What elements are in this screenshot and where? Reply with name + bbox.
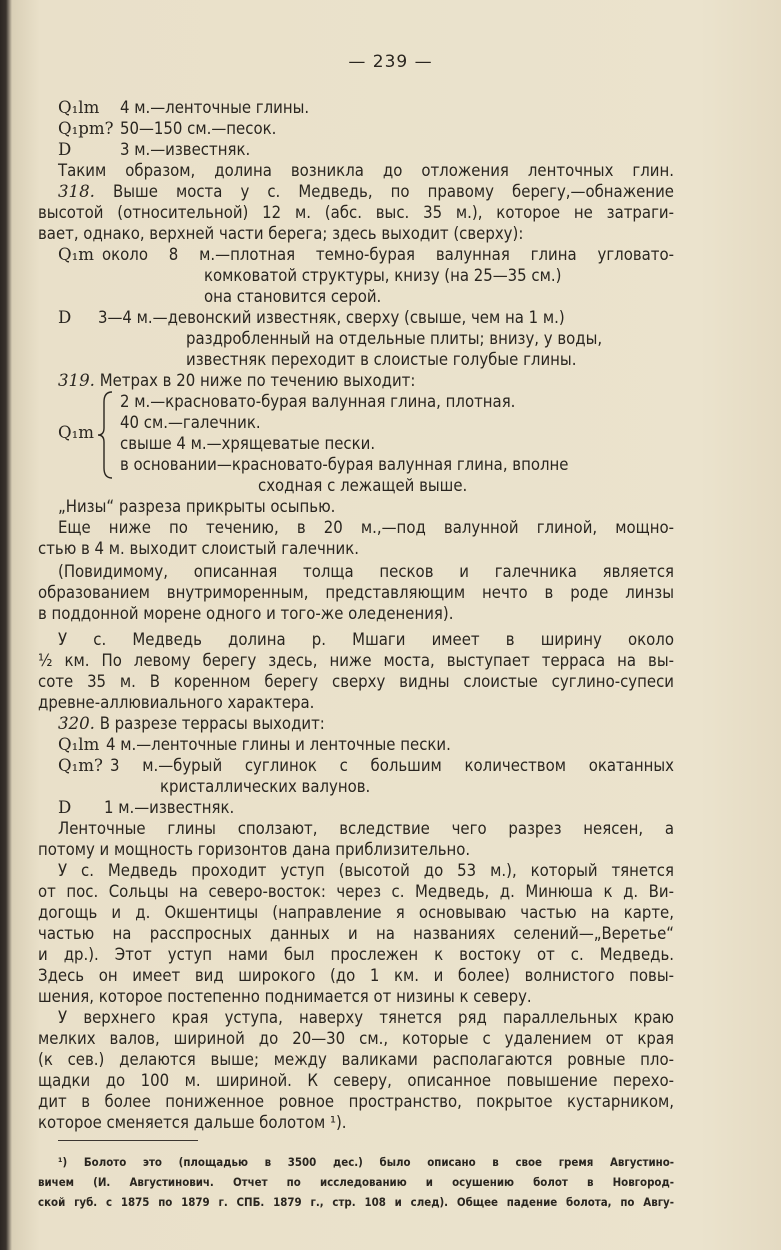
section-line: Q₁m около 8 м.—плотная темно-бурая валунная глина угловато- <box>58 245 674 264</box>
paragraph-line: У с. Медведь проходит уступ (высотой до 53 м.), который тянется <box>58 861 674 880</box>
section-line: 2 м.—красновато-бурая валунная глина, плотная. <box>120 392 516 411</box>
section-line: известняк переходит в слоистые голубые глины. <box>186 350 577 369</box>
section-line: раздробленный на отдельные плиты; внизу, у воды, <box>186 329 603 348</box>
section-number: 320. <box>58 714 95 733</box>
section-line: свыше 4 м.—хрящеватые пески. <box>120 434 376 453</box>
footnote-line: ской губ. с 1875 по 1879 г. СПБ. 1879 г., стр. 108 и след). Общее падение болота, по Авгу- <box>38 1195 674 1209</box>
section-code: Q₁m <box>58 423 94 442</box>
paragraph-line: (Повидимому, описанная толща песков и галечника является <box>58 562 674 581</box>
paragraph-line: которое сменяется дальше болотом ¹). <box>38 1113 347 1132</box>
paragraph-line: образованием внутриморенным, представляющим нечто в роде линзы <box>38 583 674 602</box>
section-line: она становится серой. <box>204 287 382 306</box>
paragraph-line: У с. Медведь долина р. Мшаги имеет в ширину около <box>58 630 674 649</box>
paragraph-line: потому и мощность горизонтов дана приблизительно. <box>38 840 471 859</box>
paragraph-line: Еще ниже по течению, в 20 м.,—под валунной глиной, мощно- <box>58 518 674 537</box>
paragraph-line: соте 35 м. В коренном берегу сверху видны слоистые суглино-супеси <box>38 672 674 691</box>
paragraph-line: мелких валов, шириной до 20—30 см., которые с удалением от края <box>38 1029 674 1048</box>
section-line: D 3—4 м.—девонский известняк, сверху (свыше, чем на 1 м.) <box>58 308 565 327</box>
paragraph-line: 320. В разрезе террасы выходит: <box>58 714 325 733</box>
section-line: в основании—красновато-бурая валунная глина, вполне <box>120 455 569 474</box>
paragraph-line: и др.). Этот уступ нами был прослежен к востоку от с. Медведь. <box>38 945 674 964</box>
section-line: Q₁m? 3 м.—бурый суглинок с большим количеством окатанных <box>58 756 674 775</box>
section-number: 318. <box>58 182 95 201</box>
section-line: Q₁pm? 50—150 см.—песок. <box>58 119 277 138</box>
paragraph-line: от пос. Сольцы на северо-восток: через с. Медведь, д. Минюша к д. Ви- <box>38 882 674 901</box>
paragraph-line: „Низы“ разреза прикрыты осыпью. <box>58 497 336 516</box>
section-line: D 1 м.—известняк. <box>58 798 235 817</box>
paragraph-line: древне-аллювиального характера. <box>38 693 315 712</box>
paragraph-line: Таким образом, долина возникла до отложения ленточных глин. <box>58 161 674 180</box>
paragraph-line: частью на расспросных данных и на названиях селений—„Веретье“ <box>38 924 674 943</box>
section-line: Q₁lm 4 м.—ленточные глины. <box>58 98 310 117</box>
section-line: кристаллических валунов. <box>160 777 371 796</box>
footnote-line: вичем (И. Августинович. Отчет по исследованию и осушению болот в Новгород- <box>38 1175 674 1189</box>
section-line: 40 см.—галечник. <box>120 413 261 432</box>
paragraph-line: 319. Метрах в 20 ниже по течению выходит: <box>58 371 416 390</box>
paragraph-line: 318. Выше моста у с. Медведь, по правому берегу,—обнажение <box>58 182 674 201</box>
paragraph-line: вает, однако, верхней части берега; здесь выходит (сверху): <box>38 224 524 243</box>
footnote-line: ¹) Болото это (площадью в 3500 дес.) было описано в свое гремя Августино- <box>58 1155 674 1169</box>
paragraph-line: Здесь он имеет вид широкого (до 1 км. и более) волнистого повы- <box>38 966 674 985</box>
paragraph-line: высотой (относительной) 12 м. (абс. выс. 35 м.), которое не затраги- <box>38 203 674 222</box>
section-line: комковатой структуры, книзу (на 25—35 см.) <box>204 266 562 285</box>
paragraph-line: стью в 4 м. выходит слоистый галечник. <box>38 539 360 558</box>
paragraph-line: шения, которое постепенно поднимается от низины к северу. <box>38 987 532 1006</box>
section-number: 319. <box>58 371 95 390</box>
footnote-rule <box>58 1140 198 1141</box>
section-line: сходная с лежащей выше. <box>258 476 468 495</box>
paragraph-line: (к сев.) делаются выше; между валиками располагаются ровные пло- <box>38 1050 674 1069</box>
section-line: Q₁lm 4 м.—ленточные глины и ленточные пески. <box>58 735 451 754</box>
paragraph-line: ½ км. По левому берегу здесь, ниже моста, выступает терраса на вы- <box>38 651 674 670</box>
paragraph-line: У верхнего края уступа, наверху тянется ряд параллельных краю <box>58 1008 674 1027</box>
paragraph-line: догощь и д. Окшентицы (направление я основываю частью на карте, <box>38 903 674 922</box>
paragraph-line: щадки до 100 м. шириной. К северу, описанное повышение перехо- <box>38 1071 674 1090</box>
section-line: D 3 м.—известняк. <box>58 140 251 159</box>
page-number: — 239 — <box>348 52 433 72</box>
paragraph-line: в поддонной морене одного и того-же оледенения). <box>38 604 454 623</box>
paragraph-line: Ленточные глины сползают, вследствие чего разрез неясен, а <box>58 819 674 838</box>
paragraph-line: дит в более пониженное ровное пространство, покрытое кустарником, <box>38 1092 674 1111</box>
